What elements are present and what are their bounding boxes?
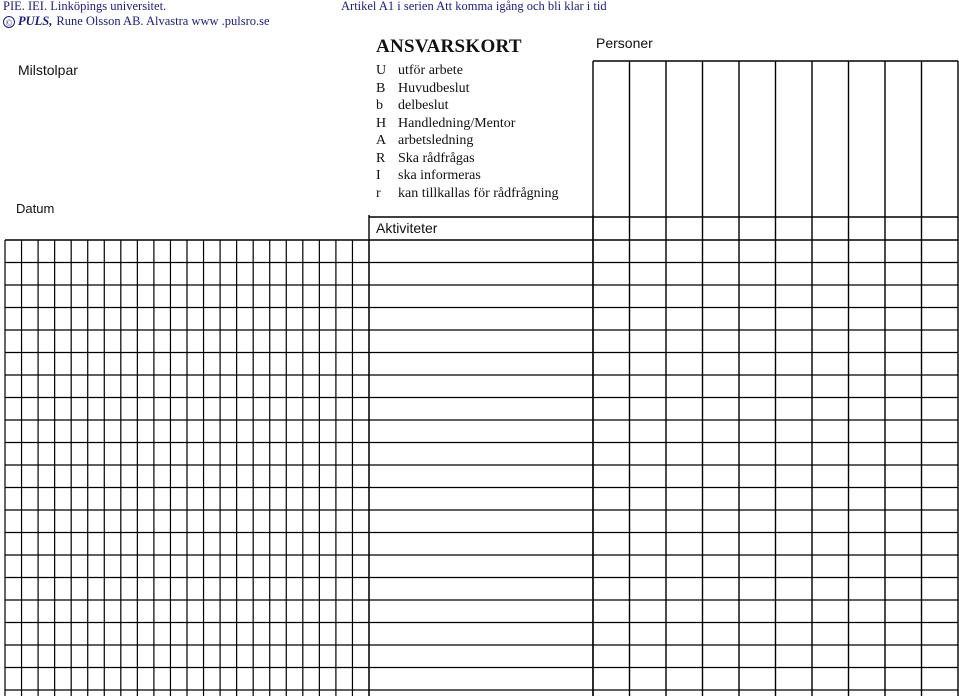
legend-code: R: [376, 150, 386, 166]
legend-text: arbetsledning: [398, 133, 474, 148]
legend-code: b: [376, 98, 383, 113]
brand-logo: PULS,: [18, 14, 53, 28]
legend-code: r: [376, 185, 381, 201]
legend-code: B: [376, 80, 386, 96]
legend-text: Ska rådfrågas: [398, 150, 475, 166]
legend-code: H: [376, 115, 387, 131]
legend-text: Handledning/Mentor: [398, 115, 516, 131]
header-right: Artikel A1 i serien Att komma igång och bli klar i tid: [341, 0, 607, 13]
legend-code: A: [376, 133, 387, 148]
legend-text: utför arbete: [398, 63, 463, 78]
aktiviteter-label: Aktiviteter: [376, 220, 438, 236]
copyright-icon: ©: [3, 16, 15, 28]
legend-text: kan tillkallas för rådfrågning: [398, 185, 559, 201]
page-title: ANSVARSKORT: [376, 36, 522, 57]
legend-text: ska informeras: [398, 168, 481, 183]
legend-code: I: [376, 168, 381, 183]
datum-label: Datum: [16, 201, 55, 216]
milstolpar-label: Milstolpar: [18, 62, 78, 78]
legend-text: delbeslut: [398, 98, 449, 113]
header-left-line2-text: Rune Olsson AB. Alvastra www .pulsro.se: [56, 14, 270, 28]
header-left-line1: PIE. IEI. Linköpings universitet.: [3, 0, 167, 13]
legend-text: Huvudbeslut: [398, 80, 470, 96]
personer-label: Personer: [596, 35, 653, 51]
legend-code: U: [376, 63, 387, 78]
